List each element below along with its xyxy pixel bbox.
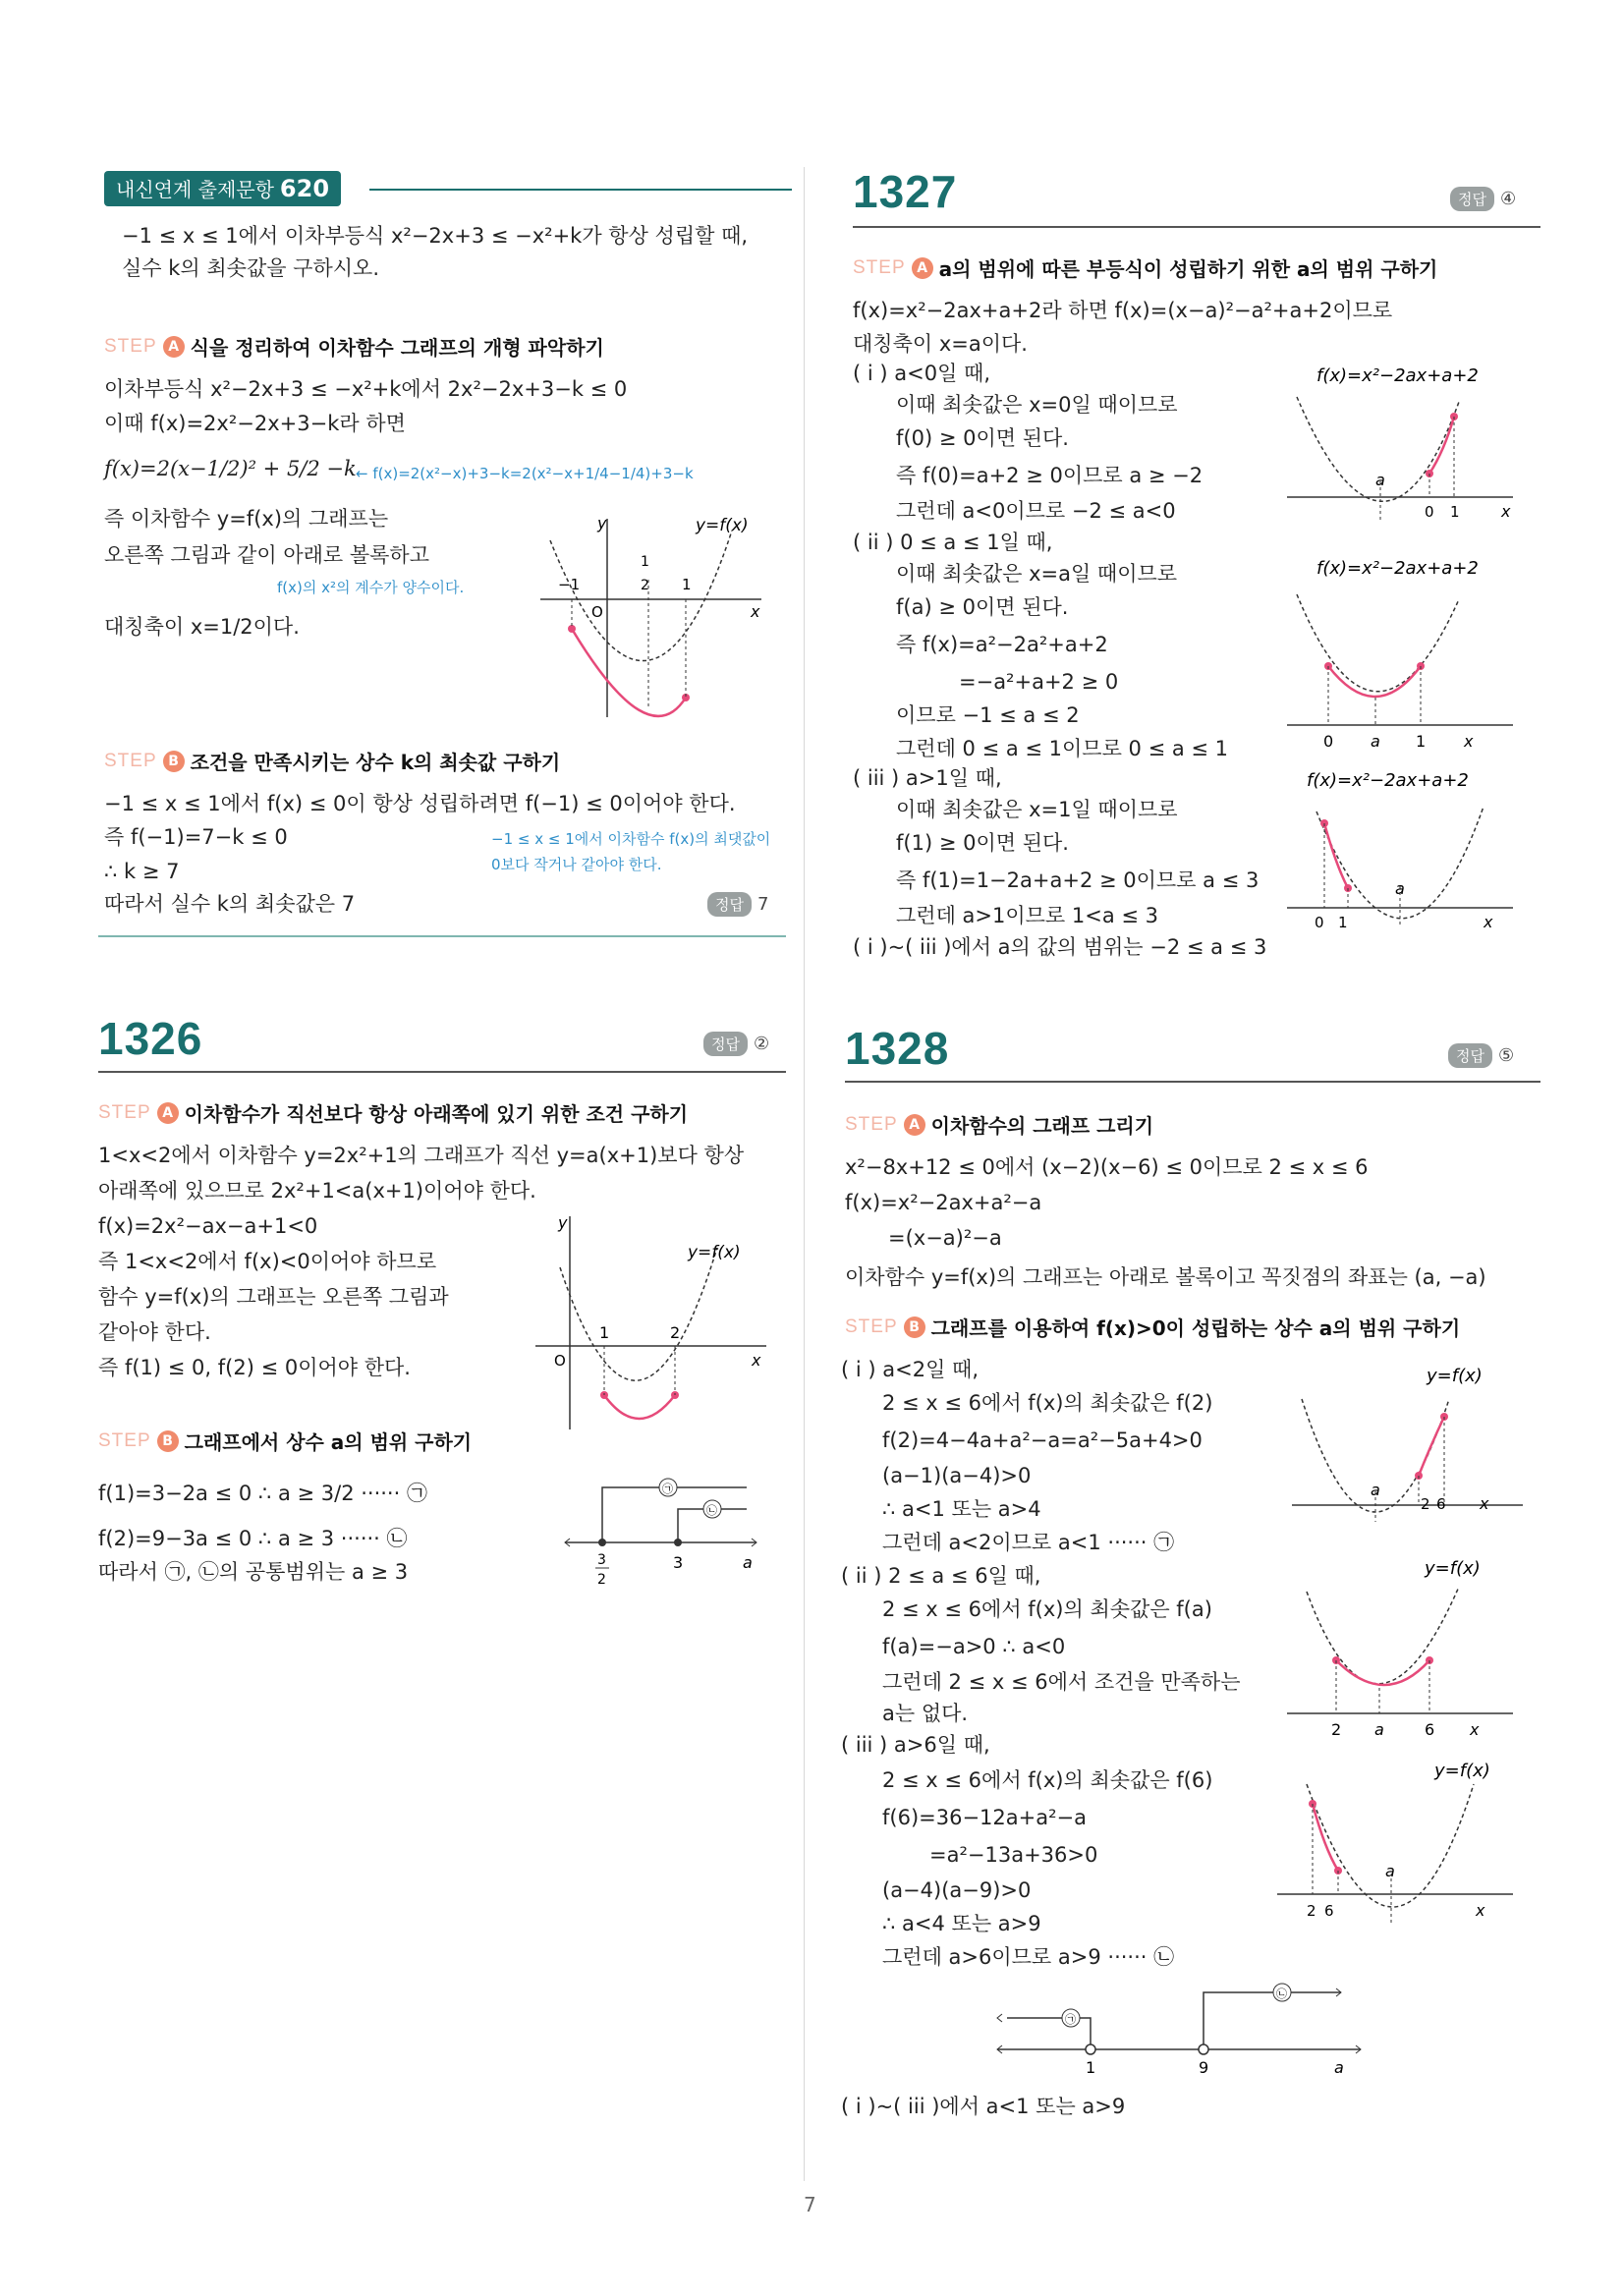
svg-text:2: 2	[670, 1323, 681, 1342]
svg-text:9: 9	[1199, 2058, 1209, 2077]
step-title: a의 범위에 따른 부등식이 성립하기 위한 a의 범위 구하기	[938, 257, 1438, 281]
svg-text:x: x	[1470, 1720, 1480, 1739]
p1328-graph-case-2	[1277, 1552, 1533, 1749]
answer-badge: 정답	[707, 892, 752, 917]
text-line: 이때 f(x)=2x²−2x+3−k라 하면	[104, 412, 406, 435]
side-note: −1 ≤ x ≤ 1에서 이차함수 f(x)의 최댓값이	[491, 830, 771, 848]
ref-problem-header	[104, 171, 792, 212]
text-line: 같아야 한다.	[98, 1320, 211, 1344]
ref-problem-rule	[369, 189, 792, 191]
step-word: STEP	[98, 1101, 151, 1123]
p1327-graph-case-2	[1277, 550, 1533, 756]
svg-text:0: 0	[1323, 732, 1334, 751]
svg-text:x: x	[1476, 1901, 1485, 1920]
text-line: −1 ≤ x ≤ 1에서 f(x) ≤ 0이 항상 성립하려면 f(−1) ≤ 0이어야 한다.	[104, 792, 736, 815]
ref-parabola-graph	[531, 511, 766, 727]
step-word: STEP	[104, 335, 157, 357]
svg-text:㉡: ㉡	[706, 1504, 717, 1517]
ref-tag-number: 620	[279, 175, 330, 202]
svg-text:3: 3	[597, 1552, 606, 1568]
ref-step-a-header	[104, 332, 604, 361]
text-line: (a−1)(a−4)>0	[882, 1464, 1032, 1487]
p1327-graph-case-1	[1277, 358, 1533, 525]
svg-text:f(x)=x²−2ax+a+2: f(x)=x²−2ax+a+2	[1316, 365, 1479, 386]
formula-line: f(x)=2(x−1/2)² + 5/2 −k	[104, 457, 357, 480]
p1326-parabola-graph	[531, 1208, 776, 1434]
svg-text:x: x	[1501, 502, 1511, 521]
svg-text:a: a	[743, 1553, 753, 1572]
text-line: f(0) ≥ 0이면 된다.	[896, 426, 1069, 450]
svg-text:x: x	[752, 1351, 761, 1370]
text-line: 그런데 0 ≤ a ≤ 1이므로 0 ≤ a ≤ 1	[896, 737, 1229, 760]
text-line: f(x)=x²−2ax+a+2라 하면 f(x)=(x−a)²−a²+a+2이므로	[853, 299, 1393, 322]
svg-text:2: 2	[1331, 1720, 1342, 1739]
step-word: STEP	[853, 256, 906, 278]
text-line: (a−4)(a−9)>0	[882, 1878, 1032, 1902]
svg-text:1: 1	[1338, 914, 1348, 931]
svg-text:1: 1	[1086, 2058, 1096, 2077]
answer-value: ②	[753, 1034, 770, 1054]
text-line: 따라서 ㉠, ㉡의 공통범위는 a ≥ 3	[98, 1560, 409, 1584]
side-note: f(x)의 x²의 계수가 양수이다.	[277, 579, 465, 596]
svg-text:6: 6	[1436, 1495, 1446, 1513]
answer-value: 7	[756, 894, 769, 915]
text-line: 1<x<2에서 이차함수 y=2x²+1의 그래프가 직선 y=a(x+1)보다 항상	[98, 1144, 745, 1167]
answer-badge: 정답	[1448, 1043, 1492, 1068]
svg-text:a: a	[1374, 1720, 1384, 1739]
p1328-graph-case-1	[1287, 1360, 1533, 1527]
title-rule	[98, 1071, 786, 1073]
answer-badge: 정답	[1450, 187, 1494, 211]
problem-answer	[1450, 187, 1516, 211]
text-line: ( i ) a<0일 때,	[853, 362, 990, 385]
svg-text:f(x)=x²−2ax+a+2: f(x)=x²−2ax+a+2	[1307, 770, 1469, 791]
text-line: 그런데 a<2이므로 a<1 ······ ㉠	[882, 1531, 1175, 1554]
tick-label: 2	[641, 578, 649, 593]
svg-text:6: 6	[1324, 1902, 1334, 1920]
side-note: ← f(x)=2(x²−x)+3−k=2(x²−x+1/4−1/4)+3−k	[356, 465, 694, 482]
svg-text:a: a	[1371, 732, 1380, 751]
text-line: 그런데 2 ≤ x ≤ 6에서 조건을 만족하는	[882, 1670, 1241, 1694]
ref-bottom-rule	[98, 935, 786, 937]
svg-text:y=f(x): y=f(x)	[1425, 1558, 1481, 1579]
text-line: f(a)=−a>0 ∴ a<0	[882, 1635, 1066, 1658]
text-line: 오른쪽 그림과 같이 아래로 볼록하고	[104, 543, 429, 567]
text-line: ( iii ) a>6일 때,	[841, 1733, 990, 1757]
text-line: f(x)=2x²−ax−a+1<0	[98, 1214, 318, 1238]
step-title: 식을 정리하여 이차함수 그래프의 개형 파악하기	[190, 336, 604, 360]
ref-problem-tag	[104, 171, 341, 206]
svg-text:0: 0	[1315, 914, 1324, 931]
text-line: 이차함수 y=f(x)의 그래프는 아래로 볼록이고 꼭짓점의 좌표는 (a, −a)	[845, 1265, 1486, 1289]
axis-label-x: x	[751, 602, 760, 621]
text-line: ( i )~( iii )에서 a의 값의 범위는 −2 ≤ a ≤ 3	[853, 935, 1267, 959]
text-line: 대칭축이 x=a이다.	[853, 332, 1028, 356]
column-divider	[804, 167, 805, 2181]
ref-question-line: −1 ≤ x ≤ 1에서 이차부등식 x²−2x+3 ≤ −x²+k가 항상 성립할 때,	[122, 224, 749, 248]
text-line: 그런데 a>1이므로 1<a ≤ 3	[896, 904, 1159, 927]
step-letter-icon: B	[163, 751, 185, 772]
text-line: 즉 f(1) ≤ 0, f(2) ≤ 0이어야 한다.	[98, 1356, 411, 1379]
svg-text:a: a	[1334, 2058, 1344, 2077]
svg-text:f(x)=x²−2ax+a+2: f(x)=x²−2ax+a+2	[1316, 558, 1479, 579]
svg-text:x: x	[1484, 913, 1493, 931]
text-line: 이차부등식 x²−2x+3 ≤ −x²+k에서 2x²−2x+3−k ≤ 0	[104, 377, 628, 401]
step-letter-icon: B	[157, 1430, 179, 1452]
step-letter-icon: A	[912, 257, 933, 279]
text-line: a는 없다.	[882, 1702, 969, 1725]
p1328-number-line	[992, 1975, 1366, 2083]
text-line: f(2)=4−4a+a²−a=a²−5a+4>0	[882, 1428, 1203, 1452]
p1328-step-b-header	[845, 1313, 1460, 1341]
step-title: 이차함수의 그래프 그리기	[930, 1114, 1154, 1138]
problem-answer	[1448, 1043, 1514, 1068]
side-note: 0보다 작거나 같아야 한다.	[491, 856, 662, 873]
text-line: 그런데 a>6이므로 a>9 ······ ㉡	[882, 1945, 1175, 1969]
text-line: ∴ a<4 또는 a>9	[882, 1912, 1041, 1935]
svg-text:x: x	[1464, 732, 1474, 751]
svg-text:a: a	[1385, 1862, 1395, 1880]
svg-text:2: 2	[1307, 1902, 1316, 1920]
tick-label: −1	[558, 576, 581, 593]
svg-text:y: y	[558, 1213, 568, 1232]
problem-number: 1327	[853, 166, 958, 217]
tick-label: 1	[641, 554, 649, 570]
title-rule	[853, 226, 1540, 228]
p1326-step-a-header	[98, 1098, 688, 1127]
text-line: 대칭축이 x=1/2이다.	[104, 615, 300, 639]
problem-number: 1326	[98, 1013, 203, 1064]
text-line: ( i ) a<2일 때,	[841, 1358, 979, 1381]
step-letter-icon: A	[163, 336, 185, 358]
text-line: 그런데 a<0이므로 −2 ≤ a<0	[896, 499, 1176, 523]
step-title: 이차함수가 직선보다 항상 아래쪽에 있기 위한 조건 구하기	[184, 1102, 689, 1126]
text-line: 따라서 실수 k의 최솟값은 7	[104, 892, 356, 916]
text-line: 이므로 −1 ≤ a ≤ 2	[896, 703, 1080, 727]
origin-label: O	[591, 603, 603, 621]
svg-text:a: a	[1371, 1481, 1380, 1499]
step-title: 조건을 만족시키는 상수 k의 최솟값 구하기	[190, 751, 561, 774]
text-line: 즉 f(−1)=7−k ≤ 0	[104, 825, 288, 849]
text-line: f(a) ≥ 0이면 된다.	[896, 595, 1069, 619]
text-line: =(x−a)²−a	[888, 1226, 1002, 1250]
ref-tag-label: 내신연계 출제문항	[116, 178, 274, 201]
svg-text:㉡: ㉡	[1276, 1988, 1287, 2000]
text-line: =−a²+a+2 ≥ 0	[959, 670, 1119, 694]
text-line: ∴ a<1 또는 a>4	[882, 1497, 1041, 1521]
svg-text:a: a	[1395, 879, 1405, 898]
text-line: 함수 y=f(x)의 그래프는 오른쪽 그림과	[98, 1285, 449, 1309]
text-line: 2 ≤ x ≤ 6에서 f(x)의 최솟값은 f(a)	[882, 1597, 1212, 1621]
text-line: x²−8x+12 ≤ 0에서 (x−2)(x−6) ≤ 0이므로 2 ≤ x ≤ 6	[845, 1155, 1369, 1179]
problem-answer	[703, 1032, 769, 1056]
step-title: 그래프에서 상수 a의 범위 구하기	[184, 1430, 473, 1454]
problem-number: 1328	[845, 1023, 950, 1074]
title-rule	[845, 1081, 1540, 1083]
text-line: ∴ k ≥ 7	[104, 860, 180, 883]
axis-label-y: y	[597, 514, 607, 532]
text-line: 즉 f(0)=a+2 ≥ 0이므로 a ≥ −2	[896, 464, 1204, 487]
text-line: 2 ≤ x ≤ 6에서 f(x)의 최솟값은 f(2)	[882, 1391, 1213, 1415]
svg-text:2: 2	[597, 1572, 606, 1588]
text-line: f(x)=x²−2ax+a²−a	[845, 1191, 1042, 1214]
text-line: 즉 이차함수 y=f(x)의 그래프는	[104, 507, 389, 531]
step-letter-icon: B	[904, 1316, 925, 1338]
svg-text:㉠: ㉠	[1065, 2013, 1076, 2026]
tick-label: 1	[682, 576, 692, 593]
p1327-step-a-header	[853, 253, 1437, 282]
answer-value: ④	[1499, 189, 1517, 209]
text-line: f(1) ≥ 0이면 된다.	[896, 831, 1069, 855]
p1328-graph-case-3	[1267, 1755, 1533, 1932]
svg-text:㉠: ㉠	[662, 1483, 673, 1495]
p1326-number-line	[560, 1474, 776, 1592]
step-letter-icon: A	[157, 1102, 179, 1124]
step-word: STEP	[104, 750, 157, 771]
p1327-graph-case-3	[1277, 762, 1533, 939]
answer-badge: 정답	[703, 1032, 748, 1056]
answer-value: ⑤	[1497, 1045, 1515, 1066]
ref-step-b-header	[104, 747, 560, 775]
svg-text:O: O	[554, 1352, 566, 1370]
svg-text:y=f(x): y=f(x)	[1427, 1366, 1483, 1386]
svg-text:1: 1	[1450, 503, 1460, 521]
step-letter-icon: A	[904, 1114, 925, 1136]
text-line: ( ii ) 0 ≤ a ≤ 1일 때,	[853, 531, 1053, 554]
text-line: 즉 f(x)=a²−2a²+a+2	[896, 633, 1108, 656]
text-line: f(1)=3−2a ≤ 0 ∴ a ≥ 3/2 ······ ㉠	[98, 1482, 427, 1505]
svg-text:y=f(x): y=f(x)	[1434, 1761, 1490, 1781]
step-word: STEP	[845, 1316, 898, 1337]
svg-text:1: 1	[599, 1323, 610, 1342]
page-number: 7	[804, 2193, 816, 2216]
p1328-step-a-header	[845, 1110, 1153, 1139]
p1326-step-b-header	[98, 1427, 472, 1455]
text-line: 아래쪽에 있으므로 2x²+1<a(x+1)이어야 한다.	[98, 1179, 536, 1203]
ref-question-line: 실수 k의 최솟값을 구하시오.	[122, 256, 380, 280]
svg-text:0: 0	[1425, 503, 1434, 521]
step-word: STEP	[845, 1113, 898, 1135]
function-label: y=f(x)	[696, 516, 749, 535]
text-line: ( iii ) a>1일 때,	[853, 766, 1002, 790]
text-line: 이때 최솟값은 x=a일 때이므로	[896, 562, 1178, 586]
svg-text:a: a	[1375, 471, 1385, 489]
step-title: 그래프를 이용하여 f(x)>0이 성립하는 상수 a의 범위 구하기	[930, 1316, 1461, 1340]
svg-text:6: 6	[1425, 1720, 1435, 1739]
text-line: 2 ≤ x ≤ 6에서 f(x)의 최솟값은 f(6)	[882, 1768, 1213, 1792]
svg-text:2: 2	[1421, 1495, 1430, 1513]
svg-text:1: 1	[1416, 732, 1427, 751]
step-word: STEP	[98, 1429, 151, 1451]
text-line: 즉 1<x<2에서 f(x)<0이어야 하므로	[98, 1250, 437, 1273]
text-line: f(6)=36−12a+a²−a	[882, 1806, 1087, 1829]
text-line: 이때 최솟값은 x=0일 때이므로	[896, 393, 1178, 417]
svg-text:3: 3	[673, 1553, 684, 1572]
ref-answer	[707, 892, 768, 917]
text-line: 이때 최솟값은 x=1일 때이므로	[896, 798, 1178, 821]
text-line: ( i )~( iii )에서 a<1 또는 a>9	[841, 2095, 1126, 2118]
text-line: 즉 f(1)=1−2a+a+2 ≥ 0이므로 a ≤ 3	[896, 868, 1260, 892]
text-line: f(2)=9−3a ≤ 0 ∴ a ≥ 3 ······ ㉡	[98, 1527, 408, 1550]
text-line: =a²−13a+36>0	[929, 1843, 1098, 1867]
svg-text:y=f(x): y=f(x)	[688, 1243, 741, 1262]
svg-text:x: x	[1480, 1494, 1489, 1513]
text-line: ( ii ) 2 ≤ a ≤ 6일 때,	[841, 1564, 1041, 1588]
